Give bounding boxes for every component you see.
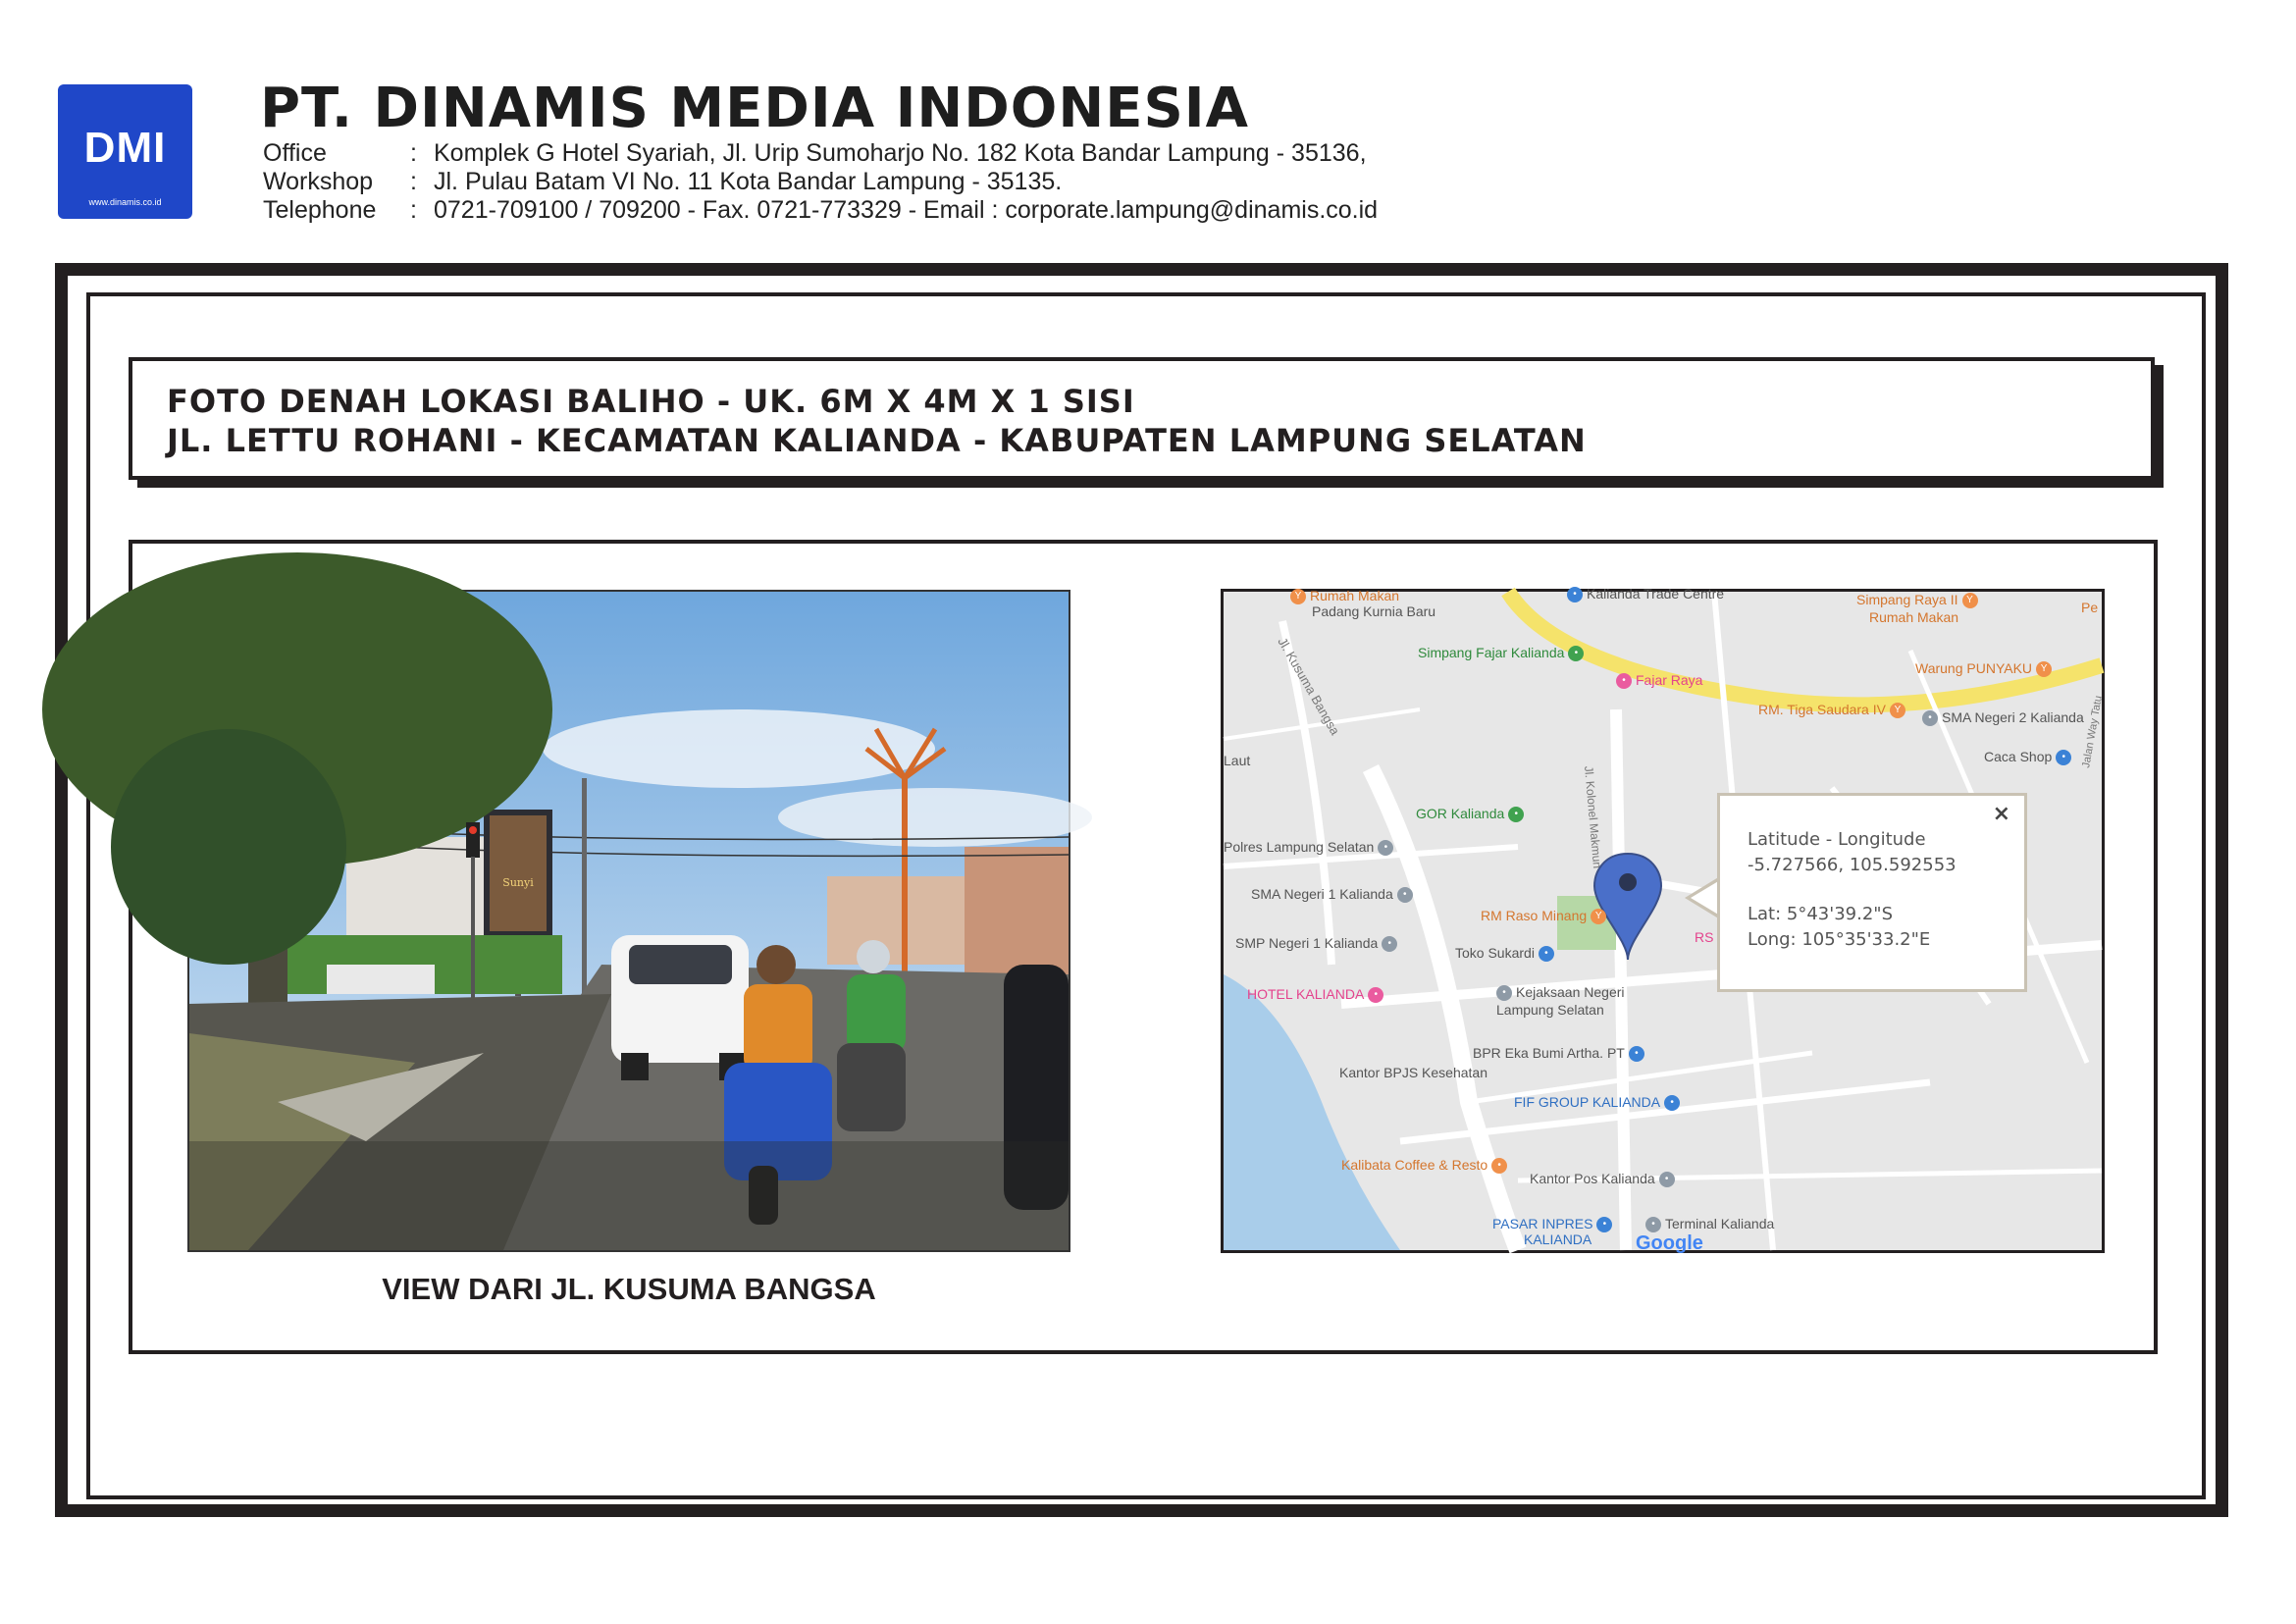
map-place-label: Warung PUNYAKU [1915,660,2033,676]
map-place-label: HOTEL KALIANDA [1247,986,1365,1002]
map-place[interactable] [1341,1157,1511,1174]
map-place[interactable] [1616,672,1702,689]
map-place[interactable] [1915,660,2056,677]
road-label: Jl. Kolonel Makmun [1582,765,1605,869]
place-icon: • [1568,646,1584,661]
map-place-label: Polres Lampung Selatan [1224,839,1375,855]
map-place[interactable] [1416,806,1528,822]
road-label: Jalan Way Tatu [2080,694,2105,769]
map-place[interactable] [1290,588,1399,604]
contact-label: Workshop [263,168,374,195]
contact-label: Office [263,139,327,167]
restaurant-icon: Y [2036,661,2052,677]
restaurant-icon: Y [1890,703,1905,718]
cafe-icon: • [1491,1158,1507,1174]
map-place-label: GOR Kalianda [1416,806,1505,821]
logo-mark: DMI [83,124,167,172]
map-place [1524,1231,1592,1247]
map-place-label: SMP Negeri 1 Kalianda [1235,935,1379,951]
title-line-1: FOTO DENAH LOKASI BALIHO - UK. 6M X 4M X 1 SISI [167,383,1135,420]
map-place[interactable] [1235,935,1401,952]
map-place-label: KALIANDA [1524,1231,1592,1247]
location-map[interactable] [1221,586,2105,1254]
map-place[interactable] [1339,1065,1487,1080]
map-place[interactable] [2081,600,2098,615]
gym-icon: • [1508,807,1524,822]
police-icon: • [1378,840,1393,856]
map-place[interactable] [1984,749,2075,765]
info-latitude: Lat: 5°43'39.2"S [1748,904,1893,924]
contact-label: Telephone [263,196,377,224]
hotel-icon: • [1368,987,1383,1003]
map-place-label: SMA Negeri 1 Kalianda [1251,886,1393,902]
contact-separator: : [410,139,417,167]
location-photo [187,590,1070,1252]
map-place-label: Padang Kurnia Baru [1312,603,1436,619]
bank-icon: • [1629,1046,1644,1062]
restaurant-icon: Y [1962,593,1978,608]
contact-telephone [263,196,1378,225]
map-place-label: Toko Sukardi [1455,945,1535,961]
government-icon: • [1496,985,1512,1001]
info-heading: Latitude - Longitude [1748,829,1926,850]
photo-caption: VIEW DARI JL. KUSUMA BANGSA [382,1272,876,1306]
shop-icon: • [1539,946,1554,962]
map-place-label: Simpang Fajar Kalianda [1418,645,1565,660]
map-place[interactable] [1481,908,1610,924]
street-photo-illustration [189,592,1069,1250]
map-place-label: Terminal Kalianda [1665,1216,1775,1231]
map-place[interactable] [1224,839,1397,856]
map-place-label: RM. Tiga Saudara IV [1758,702,1886,717]
contact-separator: : [410,196,417,224]
restaurant-icon: Y [1591,909,1606,924]
school-icon: • [1397,887,1413,903]
title-line-2: JL. LETTU ROHANI - KECAMATAN KALIANDA - KABUPATEN LAMPUNG SELATAN [167,422,1587,459]
contact-workshop [263,168,1062,196]
map-place[interactable] [1856,592,1982,608]
post-office-icon: • [1659,1172,1675,1187]
contact-separator: : [410,168,417,195]
restaurant-icon: Y [1290,589,1306,604]
close-icon[interactable]: × [1992,802,2010,826]
map-place[interactable] [1247,986,1387,1003]
store-icon: • [1616,673,1632,689]
map-place[interactable] [1251,886,1417,903]
school-icon: • [1922,710,1938,726]
info-longitude: Long: 105°35'33.2"E [1748,929,1931,950]
map-place[interactable] [1758,702,1909,718]
map-place[interactable] [1473,1045,1648,1062]
billboard-text: Sunyi [502,876,534,889]
bus-terminal-icon: • [1645,1217,1661,1232]
map-place-label: Kejaksaan Negeri [1516,984,1625,1000]
map-place-label: Laut [1224,753,1251,768]
map-place-label: Pe [2081,600,2099,615]
map-place-label: Fajar Raya [1636,672,1703,688]
coordinates-info-window [1717,793,2027,992]
map-place[interactable] [1645,1216,1774,1232]
map-place[interactable] [1514,1094,1684,1111]
map-place[interactable] [1492,1216,1616,1232]
shop-icon: • [2056,750,2071,765]
map-place[interactable] [1496,984,1625,1001]
map-place[interactable] [1418,645,1588,661]
map-place[interactable] [1922,709,2084,726]
company-logo [58,84,192,219]
info-decimal-coordinates: -5.727566, 105.592553 [1748,855,1957,875]
map-place[interactable] [1455,945,1558,962]
map-place-label: BPR Eka Bumi Artha. PT [1473,1045,1625,1061]
school-icon: • [1382,936,1397,952]
contact-value: Komplek G Hotel Syariah, Jl. Urip Sumoharjo No. 182 Kota Bandar Lampung - 35136, [434,139,1367,167]
map-place[interactable] [1530,1171,1679,1187]
map-place-label: Caca Shop [1984,749,2053,764]
map-place-label: Kantor Pos Kalianda [1530,1171,1655,1186]
map-place-label: SMA Negeri 2 Kalianda [1942,709,2084,725]
finance-icon: • [1664,1095,1680,1111]
market-icon: • [1596,1217,1612,1232]
map-place [1496,1002,1604,1018]
map-place-label: Kalianda Trade Centre [1587,586,1725,602]
google-logo: Google [1636,1232,1703,1254]
info-window-tail-fill [1691,880,1720,916]
contact-value: Jl. Pulau Batam VI No. 11 Kota Bandar Lampung - 35135. [434,168,1063,195]
map-place-label: Rumah Makan [1310,588,1400,603]
map-place[interactable] [1695,929,1713,945]
map-place-label: RS [1695,929,1714,945]
map-place[interactable] [1312,603,1435,619]
map-place-label: Simpang Raya II [1856,592,1958,607]
shop-icon: • [1567,587,1583,602]
logo-url: www.dinamis.co.id [88,197,162,207]
map-place[interactable] [1567,586,1724,602]
map-place[interactable] [1869,609,1958,625]
map-place-label: Kantor BPJS Kesehatan [1339,1065,1487,1080]
map-place-label: FIF GROUP KALIANDA [1514,1094,1661,1110]
map-place-label: RM Raso Minang [1481,908,1588,923]
contact-value: 0721-709100 / 709200 - Fax. 0721-773329 - Email : corporate.lampung@dinamis.co.id [434,196,1379,224]
contact-office [263,139,1367,168]
company-name: PT. DINAMIS MEDIA INDONESIA [260,77,1249,140]
map-place-label: Rumah Makan [1869,609,1959,625]
map-place-label: PASAR INPRES [1492,1216,1593,1231]
map-place-label: Kalibata Coffee & Resto [1341,1157,1488,1173]
map-place [1224,753,1250,768]
road-label: Jl. Kusuma Bangsa [1275,635,1343,738]
map-place-label: Lampung Selatan [1496,1002,1604,1018]
